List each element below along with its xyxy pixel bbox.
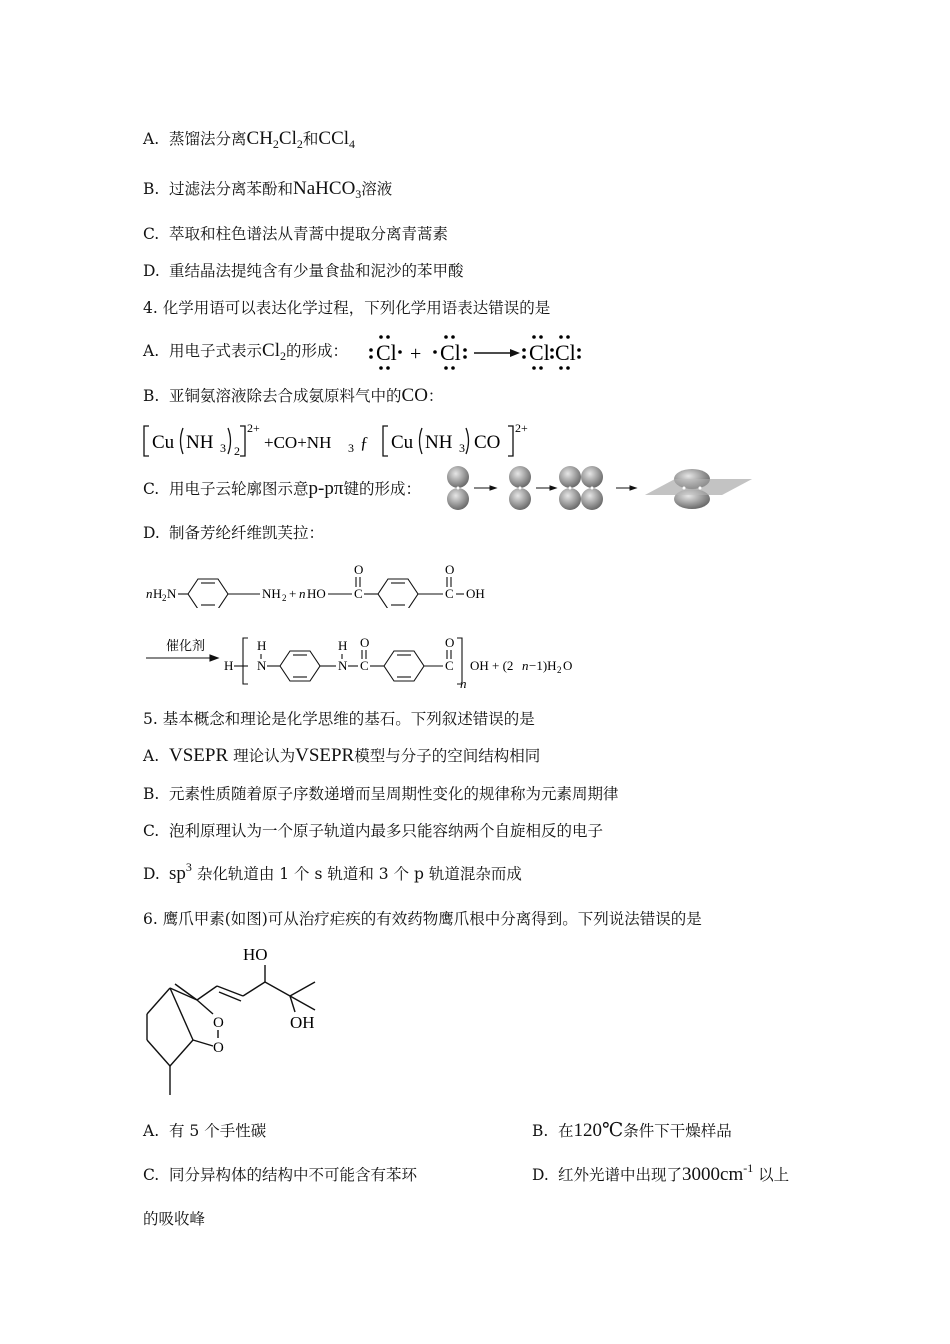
q3-option-c: C. 萃取和柱色谱法从青蒿中提取分离青蒿素 — [143, 225, 449, 243]
svg-text:−1)H: −1)H — [529, 658, 557, 673]
svg-text:O: O — [445, 635, 455, 650]
hydroxyl-label-bottom: OH — [290, 1013, 315, 1032]
q6-option-c: C. 同分异构体的结构中不可能含有苯环 — [143, 1166, 418, 1184]
svg-text:+CO+NH: +CO+NH — [264, 433, 332, 452]
svg-text:n: n — [146, 586, 153, 601]
plus-sign: + — [410, 343, 422, 365]
kevlar-reactants — [140, 560, 540, 608]
svg-text:3: 3 — [348, 441, 354, 455]
p-orbital-2 — [509, 466, 531, 510]
svg-text:O: O — [360, 635, 370, 650]
q3-option-b: B. 过滤法分离苯酚和NaHCO$_3$溶液 — [143, 178, 393, 201]
svg-text:O: O — [563, 658, 573, 673]
svg-text:O: O — [445, 562, 455, 577]
q6-option-b: B. 在120℃条件下干燥样品 — [532, 1120, 732, 1141]
peroxide-o2: O — [213, 1040, 224, 1056]
svg-text:C: C — [360, 658, 369, 673]
svg-text:ƒ: ƒ — [360, 433, 369, 452]
svg-text:N: N — [257, 658, 267, 673]
svg-text:C: C — [354, 586, 363, 601]
svg-text:+: + — [289, 586, 297, 601]
svg-text:n: n — [522, 658, 529, 673]
svg-text:Cu: Cu — [152, 432, 175, 453]
q5-stem: 5. 基本概念和理论是化学思维的基石。下列叙述错误的是 — [143, 710, 535, 728]
svg-text:2: 2 — [162, 593, 167, 603]
q5-option-d: D. $sp^3$ 杂化轨道由 1 个 s 轨道和 3 个 p 轨道混杂而成 — [143, 860, 522, 884]
yingzhaosu-structure — [125, 940, 340, 1100]
svg-text:CO: CO — [474, 432, 501, 453]
q4-option-d: D. 制备芳纶纤维凯芙拉： — [143, 524, 325, 542]
svg-text:2: 2 — [557, 665, 562, 675]
svg-text:O: O — [354, 562, 364, 577]
svg-text:2: 2 — [282, 593, 287, 603]
q5-option-c: C. 泡利原理认为一个原子轨道内最多只能容纳两个自旋相反的电子 — [143, 822, 604, 840]
svg-text:2+: 2+ — [515, 421, 528, 435]
cl-atom-left: Cl — [376, 340, 397, 365]
svg-text:OH: OH — [466, 586, 485, 601]
q5-option-a: A. VSEPR 理论认为VSEPR模型与分子的空间结构相同 — [143, 745, 541, 766]
cl-atom-product-2: Cl — [555, 340, 576, 365]
peroxide-o1: O — [213, 1015, 224, 1031]
svg-text:NH: NH — [425, 432, 453, 453]
cl-atom-right: Cl — [440, 340, 461, 365]
q6-stem: 6. 鹰爪甲素(如图)可从治疗疟疾的有效药物鹰爪根中分离得到。下列说法错误的是 — [143, 910, 702, 928]
svg-text:C: C — [445, 586, 454, 601]
q6-option-d-wrap: 的吸收峰 — [143, 1210, 206, 1228]
svg-text:N: N — [338, 658, 348, 673]
svg-text:C: C — [445, 658, 454, 673]
q4-option-a: A. 用电子式表示$Cl_2$的形成： — [143, 340, 348, 363]
svg-text:3: 3 — [220, 441, 226, 455]
svg-text:2+: 2+ — [247, 421, 260, 435]
p-orbital-overlap-diagram — [440, 465, 755, 513]
svg-text:H: H — [257, 638, 267, 653]
svg-text:Cu: Cu — [391, 432, 414, 453]
q3-option-a: A. 蒸馏法分离$CH_2Cl_2$和CCl$_4$ — [143, 128, 356, 151]
pi-bond-result — [645, 469, 752, 509]
cl-atom-product-1: Cl — [529, 340, 550, 365]
svg-text:HO: HO — [307, 586, 326, 601]
svg-text:催化剂: 催化剂 — [166, 638, 206, 653]
q4-option-c: C. 用电子云轮廓图示意p-pπ键的形成： — [143, 478, 421, 499]
q3-option-d: D. 重结晶法提纯含有少量食盐和泥沙的苯甲酸 — [143, 262, 464, 280]
p-orbital-pair-approach — [559, 466, 603, 510]
svg-text:n: n — [299, 586, 306, 601]
svg-text:H: H — [224, 658, 234, 673]
q4-option-b: B. 亚铜氨溶液除去合成氨原料气中的CO： — [143, 385, 444, 406]
q5-option-b: B. 元素性质随着原子序数递增而呈周期性变化的规律称为元素周期律 — [143, 785, 619, 803]
q6-option-d: D. 红外光谱中出现了$3000cm^{-1}$ 以上 — [532, 1161, 790, 1185]
svg-text:H: H — [153, 586, 163, 601]
hydroxyl-label-top: HO — [243, 945, 268, 964]
p-orbital-1 — [447, 466, 469, 510]
svg-text:H: H — [338, 638, 348, 653]
svg-text:3: 3 — [459, 441, 465, 455]
q4-stem: 4. 化学用语可以表达化学过程，下列化学用语表达错误的是 — [143, 299, 551, 317]
svg-text:NH: NH — [186, 432, 214, 453]
svg-text:OH + (2: OH + (2 — [470, 658, 514, 673]
svg-text:N: N — [167, 586, 177, 601]
svg-text:NH: NH — [262, 586, 281, 601]
svg-text:n: n — [460, 676, 467, 691]
cu-ammonia-equation — [140, 420, 540, 462]
svg-text:2: 2 — [234, 444, 240, 458]
electron-dot-formation — [364, 330, 594, 374]
q6-option-a: A. 有 5 个手性碳 — [143, 1122, 267, 1140]
kevlar-product — [140, 630, 590, 692]
